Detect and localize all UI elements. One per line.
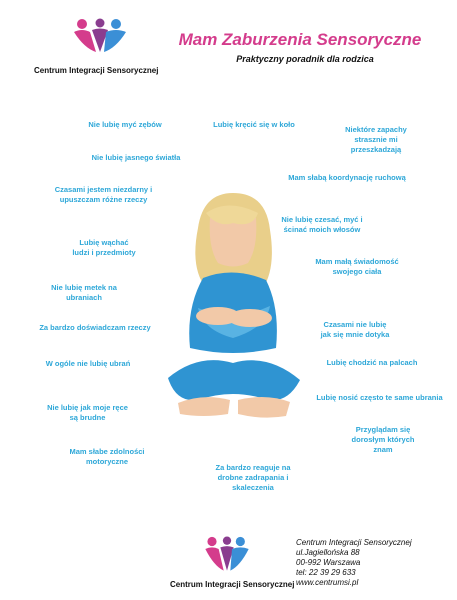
contact-phone: tel: 22 39 29 633 bbox=[296, 568, 356, 577]
phrase-15: Lubię nosić często te same ubrania bbox=[316, 393, 443, 402]
phrase-19: Za bardzo reaguje na drobne zadrapania i skaleczenia bbox=[215, 463, 291, 492]
phrase-2: Lubię kręcić się w koło bbox=[213, 120, 295, 129]
org-name-bottom: Centrum Integracji Sensorycznej bbox=[170, 580, 295, 589]
phrase-16: Nie lubię jak moje ręce są brudne bbox=[47, 403, 128, 422]
three-figures-heart-logo-icon bbox=[202, 532, 252, 576]
phrase-5: Mam słabą koordynację ruchową bbox=[288, 173, 406, 182]
logo-top bbox=[30, 18, 170, 78]
phrase-12: Czasami nie lubię jak się mnie dotyka bbox=[320, 320, 390, 339]
contact-block bbox=[296, 538, 412, 588]
page-title: Mam Zaburzenia Sensoryczne bbox=[178, 30, 422, 49]
contact-org-name: Centrum Integracji Sensorycznej bbox=[296, 538, 412, 547]
page-subtitle: Praktyczny poradnik dla rodzica bbox=[236, 54, 374, 64]
contact-postal-city: 00-992 Warszawa bbox=[296, 558, 361, 567]
phrase-6: Czasami jestem niezdarny i upuszczam różne rzeczy bbox=[54, 185, 153, 204]
phrase-4: Nie lubię jasnego światła bbox=[91, 153, 181, 162]
phrase-17: Przyglądam się dorosłym których znam bbox=[351, 425, 415, 454]
phrase-14: Lubię chodzić na palcach bbox=[326, 358, 418, 367]
phrase-10: Nie lubię metek na ubraniach bbox=[51, 283, 117, 302]
phrase-11: Za bardzo doświadczam rzeczy bbox=[39, 323, 151, 332]
phrase-1: Nie lubię myć zębów bbox=[88, 120, 162, 129]
contact-website: www.centrumsi.pl bbox=[296, 578, 359, 587]
phrase-3: Niektóre zapachy strasznie mi przeszkadzają bbox=[345, 125, 407, 154]
phrase-7: Nie lubię czesać, myć i ścinać moich włosów bbox=[281, 215, 363, 234]
phrase-13: W ogóle nie lubię ubrań bbox=[45, 359, 131, 368]
phrase-8: Lubię wąchać ludzi i przedmioty bbox=[72, 238, 136, 257]
phrase-9: Mam małą świadomość swojego ciała bbox=[315, 257, 399, 276]
three-figures-heart-logo-icon bbox=[70, 18, 130, 54]
org-name-top: Centrum Integracji Sensorycznej bbox=[34, 66, 159, 75]
phrase-18: Mam słabe zdolności motoryczne bbox=[69, 447, 145, 466]
logo-bottom bbox=[168, 532, 295, 594]
contact-address: ul.Jagiellońska 88 bbox=[296, 548, 360, 557]
